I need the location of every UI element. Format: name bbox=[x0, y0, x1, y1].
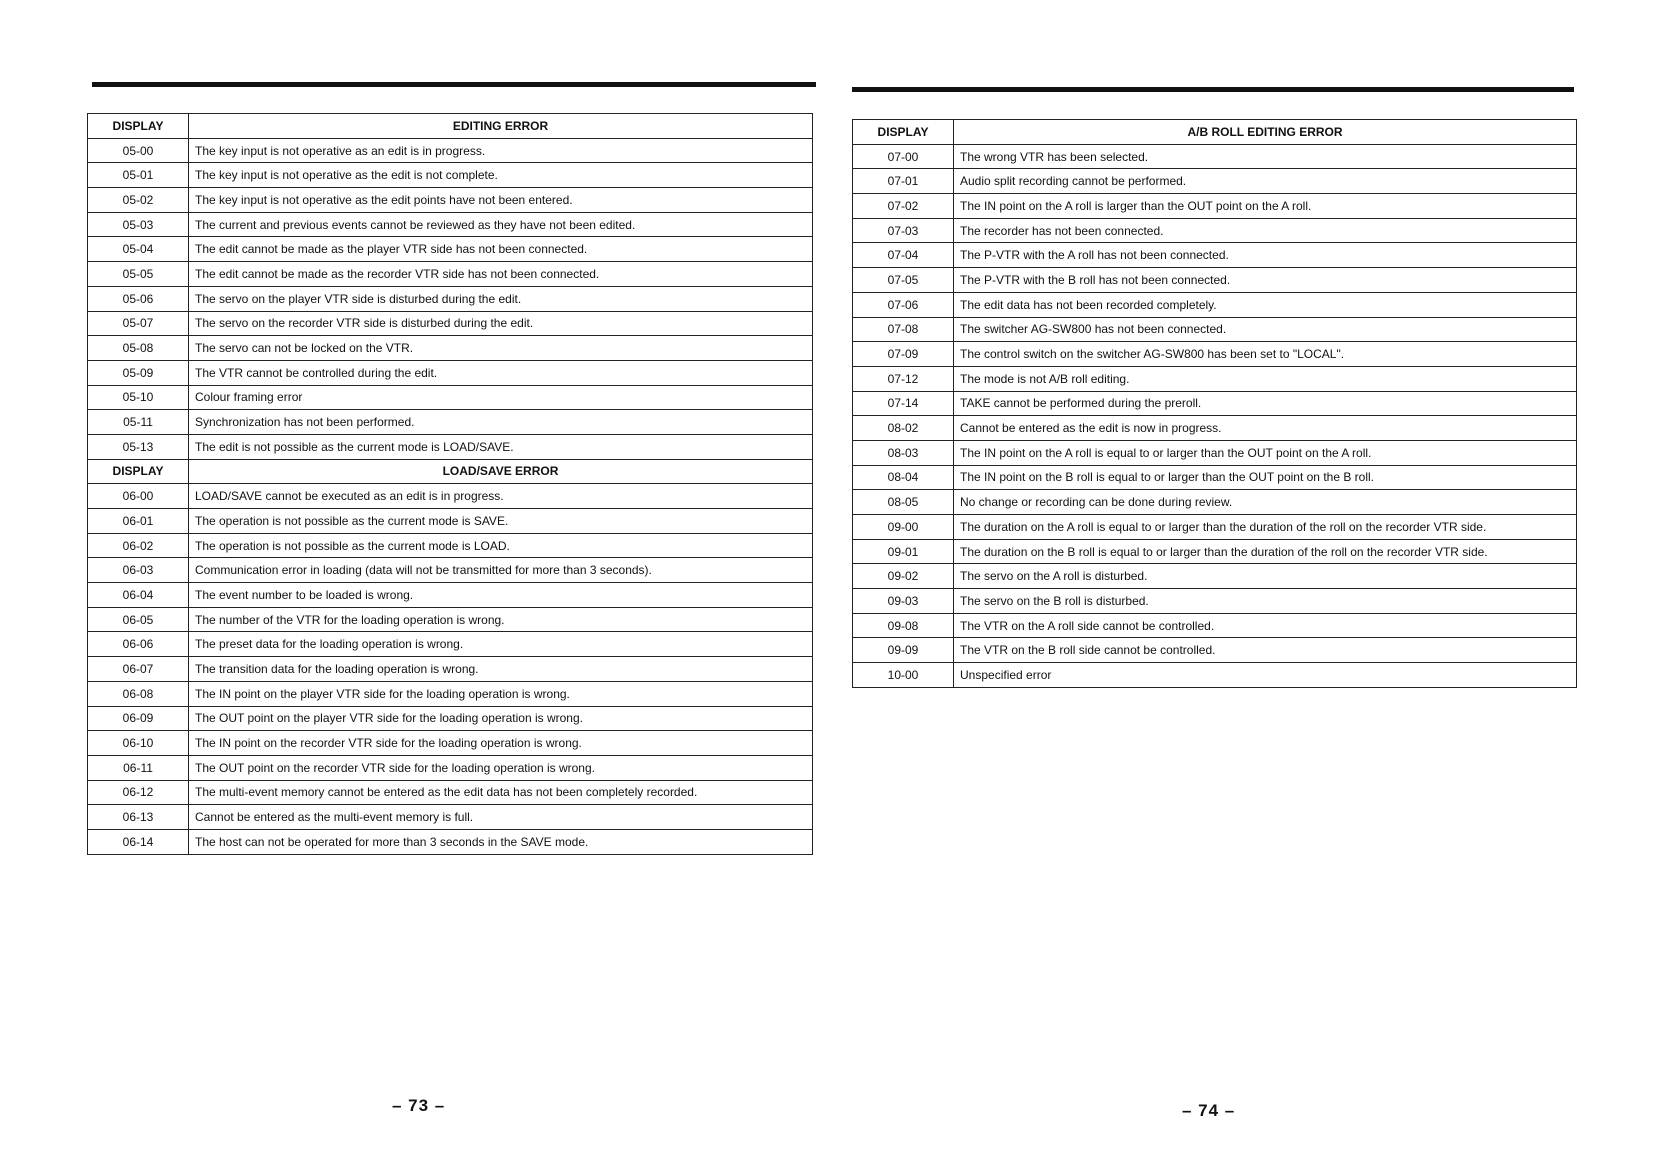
table-row bbox=[853, 613, 1577, 638]
error-code: 05-07 bbox=[88, 311, 189, 336]
error-message: The IN point on the recorder VTR side for the loading operation is wrong. bbox=[189, 731, 813, 756]
error-code: 06-10 bbox=[88, 731, 189, 756]
error-message: The VTR on the B roll side cannot be controlled. bbox=[954, 638, 1577, 663]
page-number: – 74 – bbox=[1182, 1101, 1236, 1120]
error-code: 06-03 bbox=[88, 558, 189, 583]
error-message: Cannot be entered as the edit is now in progress. bbox=[954, 416, 1577, 441]
error-message: The key input is not operative as the edit is not complete. bbox=[189, 163, 813, 188]
table-row bbox=[88, 237, 813, 262]
error-message: LOAD/SAVE cannot be executed as an edit is in progress. bbox=[189, 484, 813, 509]
error-message: Cannot be entered as the multi-event memory is full. bbox=[189, 805, 813, 830]
error-message: The OUT point on the recorder VTR side for the loading operation is wrong. bbox=[189, 755, 813, 780]
error-message: The duration on the A roll is equal to or larger than the duration of the roll on the recorder VTR side. bbox=[954, 515, 1577, 540]
error-code: 07-09 bbox=[853, 342, 954, 367]
error-message: The servo can not be locked on the VTR. bbox=[189, 336, 813, 361]
error-message: The wrong VTR has been selected. bbox=[954, 144, 1577, 169]
right-error-table bbox=[852, 119, 1577, 688]
table-row bbox=[853, 317, 1577, 342]
table-row bbox=[853, 292, 1577, 317]
table-row bbox=[88, 360, 813, 385]
section-title: A/B ROLL EDITING ERROR bbox=[954, 120, 1577, 145]
table-row bbox=[88, 731, 813, 756]
table-row bbox=[853, 268, 1577, 293]
table-row bbox=[853, 515, 1577, 540]
error-message: The IN point on the B roll is equal to or larger than the OUT point on the B roll. bbox=[954, 465, 1577, 490]
error-message: The servo on the A roll is disturbed. bbox=[954, 564, 1577, 589]
table-row bbox=[88, 262, 813, 287]
display-column-header: DISPLAY bbox=[88, 459, 189, 484]
error-code: 05-11 bbox=[88, 410, 189, 435]
error-code: 07-05 bbox=[853, 268, 954, 293]
table-row bbox=[88, 286, 813, 311]
error-message: The mode is not A/B roll editing. bbox=[954, 366, 1577, 391]
error-code: 08-03 bbox=[853, 440, 954, 465]
error-code: 05-09 bbox=[88, 360, 189, 385]
error-code: 07-01 bbox=[853, 169, 954, 194]
error-message: No change or recording can be done during review. bbox=[954, 490, 1577, 515]
error-message: The number of the VTR for the loading operation is wrong. bbox=[189, 607, 813, 632]
error-message: The P-VTR with the B roll has not been connected. bbox=[954, 268, 1577, 293]
error-code: 07-06 bbox=[853, 292, 954, 317]
table-row bbox=[88, 410, 813, 435]
error-code: 06-00 bbox=[88, 484, 189, 509]
top-rule bbox=[92, 82, 816, 87]
error-code: 06-04 bbox=[88, 583, 189, 608]
error-code: 07-14 bbox=[853, 391, 954, 416]
error-code: 06-08 bbox=[88, 681, 189, 706]
table-row bbox=[88, 706, 813, 731]
table-row bbox=[88, 212, 813, 237]
error-message: The switcher AG-SW800 has not been connected. bbox=[954, 317, 1577, 342]
error-code: 06-06 bbox=[88, 632, 189, 657]
error-message: The VTR on the A roll side cannot be controlled. bbox=[954, 613, 1577, 638]
error-message: The transition data for the loading operation is wrong. bbox=[189, 657, 813, 682]
error-code: 07-12 bbox=[853, 366, 954, 391]
table-row bbox=[88, 509, 813, 534]
error-message: The event number to be loaded is wrong. bbox=[189, 583, 813, 608]
table-row bbox=[88, 188, 813, 213]
table-row bbox=[88, 336, 813, 361]
section-header bbox=[88, 114, 813, 139]
error-code: 06-01 bbox=[88, 509, 189, 534]
table-row bbox=[88, 829, 813, 854]
table-row bbox=[88, 385, 813, 410]
table-row bbox=[853, 416, 1577, 441]
error-code: 05-01 bbox=[88, 163, 189, 188]
error-code: 05-04 bbox=[88, 237, 189, 262]
page-number: – 73 – bbox=[392, 1096, 446, 1115]
error-code: 09-00 bbox=[853, 515, 954, 540]
table-row bbox=[88, 558, 813, 583]
section-title: LOAD/SAVE ERROR bbox=[189, 459, 813, 484]
error-message: The control switch on the switcher AG-SW800 has been set to "LOCAL". bbox=[954, 342, 1577, 367]
left-error-table bbox=[87, 113, 813, 855]
section-title: EDITING ERROR bbox=[189, 114, 813, 139]
table-row bbox=[853, 218, 1577, 243]
section-header bbox=[88, 459, 813, 484]
error-code: 05-05 bbox=[88, 262, 189, 287]
error-code: 08-02 bbox=[853, 416, 954, 441]
display-column-header: DISPLAY bbox=[853, 120, 954, 145]
error-code: 06-02 bbox=[88, 533, 189, 558]
top-rule bbox=[852, 87, 1574, 92]
error-message: TAKE cannot be performed during the preroll. bbox=[954, 391, 1577, 416]
error-message: The multi-event memory cannot be entered as the edit data has not been completely recorded. bbox=[189, 780, 813, 805]
error-code: 09-02 bbox=[853, 564, 954, 589]
error-message: The current and previous events cannot be reviewed as they have not been edited. bbox=[189, 212, 813, 237]
error-code: 06-14 bbox=[88, 829, 189, 854]
table-row bbox=[88, 138, 813, 163]
error-message: The preset data for the loading operation is wrong. bbox=[189, 632, 813, 657]
error-code: 10-00 bbox=[853, 663, 954, 688]
error-code: 06-12 bbox=[88, 780, 189, 805]
table-row bbox=[853, 589, 1577, 614]
error-message: The servo on the recorder VTR side is disturbed during the edit. bbox=[189, 311, 813, 336]
table-row bbox=[88, 583, 813, 608]
error-code: 06-13 bbox=[88, 805, 189, 830]
error-message: The duration on the B roll is equal to or larger than the duration of the roll on the recorder VTR side. bbox=[954, 539, 1577, 564]
error-code: 09-09 bbox=[853, 638, 954, 663]
error-message: The operation is not possible as the current mode is LOAD. bbox=[189, 533, 813, 558]
error-message: The OUT point on the player VTR side for the loading operation is wrong. bbox=[189, 706, 813, 731]
table-row bbox=[853, 391, 1577, 416]
error-code: 05-08 bbox=[88, 336, 189, 361]
table-row bbox=[853, 194, 1577, 219]
error-code: 05-10 bbox=[88, 385, 189, 410]
table-row bbox=[853, 342, 1577, 367]
error-message: The edit data has not been recorded completely. bbox=[954, 292, 1577, 317]
error-message: The key input is not operative as the edit points have not been entered. bbox=[189, 188, 813, 213]
error-message: The operation is not possible as the current mode is SAVE. bbox=[189, 509, 813, 534]
error-message: Colour framing error bbox=[189, 385, 813, 410]
table-row bbox=[88, 434, 813, 459]
table-row bbox=[853, 564, 1577, 589]
error-message: The IN point on the player VTR side for the loading operation is wrong. bbox=[189, 681, 813, 706]
table-row bbox=[88, 311, 813, 336]
error-code: 07-03 bbox=[853, 218, 954, 243]
error-code: 09-03 bbox=[853, 589, 954, 614]
table-row bbox=[853, 490, 1577, 515]
error-message: Synchronization has not been performed. bbox=[189, 410, 813, 435]
table-row bbox=[88, 484, 813, 509]
table-row bbox=[88, 533, 813, 558]
table-row bbox=[88, 780, 813, 805]
table-row bbox=[853, 539, 1577, 564]
table-row bbox=[88, 607, 813, 632]
error-code: 08-05 bbox=[853, 490, 954, 515]
error-code: 05-03 bbox=[88, 212, 189, 237]
section-header bbox=[853, 120, 1577, 145]
error-message: Unspecified error bbox=[954, 663, 1577, 688]
error-message: The edit cannot be made as the recorder VTR side has not been connected. bbox=[189, 262, 813, 287]
table-row bbox=[88, 755, 813, 780]
error-message: The P-VTR with the A roll has not been connected. bbox=[954, 243, 1577, 268]
error-code: 06-11 bbox=[88, 755, 189, 780]
display-column-header: DISPLAY bbox=[88, 114, 189, 139]
table-row bbox=[88, 681, 813, 706]
table-row bbox=[88, 163, 813, 188]
error-code: 07-00 bbox=[853, 144, 954, 169]
error-message: Communication error in loading (data will not be transmitted for more than 3 seconds). bbox=[189, 558, 813, 583]
page-74 bbox=[836, 0, 1672, 1174]
error-message: The key input is not operative as an edit is in progress. bbox=[189, 138, 813, 163]
table-row bbox=[853, 169, 1577, 194]
error-code: 05-02 bbox=[88, 188, 189, 213]
error-code: 05-00 bbox=[88, 138, 189, 163]
error-code: 08-04 bbox=[853, 465, 954, 490]
table-row bbox=[88, 657, 813, 682]
error-message: The servo on the B roll is disturbed. bbox=[954, 589, 1577, 614]
error-message: The VTR cannot be controlled during the edit. bbox=[189, 360, 813, 385]
error-message: The host can not be operated for more than 3 seconds in the SAVE mode. bbox=[189, 829, 813, 854]
error-message: The servo on the player VTR side is disturbed during the edit. bbox=[189, 286, 813, 311]
table-row bbox=[853, 366, 1577, 391]
error-code: 09-01 bbox=[853, 539, 954, 564]
error-message: Audio split recording cannot be performed. bbox=[954, 169, 1577, 194]
error-code: 07-04 bbox=[853, 243, 954, 268]
error-code: 09-08 bbox=[853, 613, 954, 638]
table-row bbox=[853, 465, 1577, 490]
table-row bbox=[853, 440, 1577, 465]
error-message: The recorder has not been connected. bbox=[954, 218, 1577, 243]
error-code: 05-06 bbox=[88, 286, 189, 311]
error-code: 05-13 bbox=[88, 434, 189, 459]
error-message: The edit is not possible as the current mode is LOAD/SAVE. bbox=[189, 434, 813, 459]
table-row bbox=[853, 144, 1577, 169]
error-code: 06-07 bbox=[88, 657, 189, 682]
error-code: 06-05 bbox=[88, 607, 189, 632]
table-row bbox=[853, 663, 1577, 688]
error-message: The edit cannot be made as the player VTR side has not been connected. bbox=[189, 237, 813, 262]
table-row bbox=[853, 638, 1577, 663]
error-code: 07-08 bbox=[853, 317, 954, 342]
table-row bbox=[88, 632, 813, 657]
error-message: The IN point on the A roll is equal to or larger than the OUT point on the A roll. bbox=[954, 440, 1577, 465]
error-code: 07-02 bbox=[853, 194, 954, 219]
error-code: 06-09 bbox=[88, 706, 189, 731]
table-row bbox=[853, 243, 1577, 268]
error-message: The IN point on the A roll is larger than the OUT point on the A roll. bbox=[954, 194, 1577, 219]
table-row bbox=[88, 805, 813, 830]
